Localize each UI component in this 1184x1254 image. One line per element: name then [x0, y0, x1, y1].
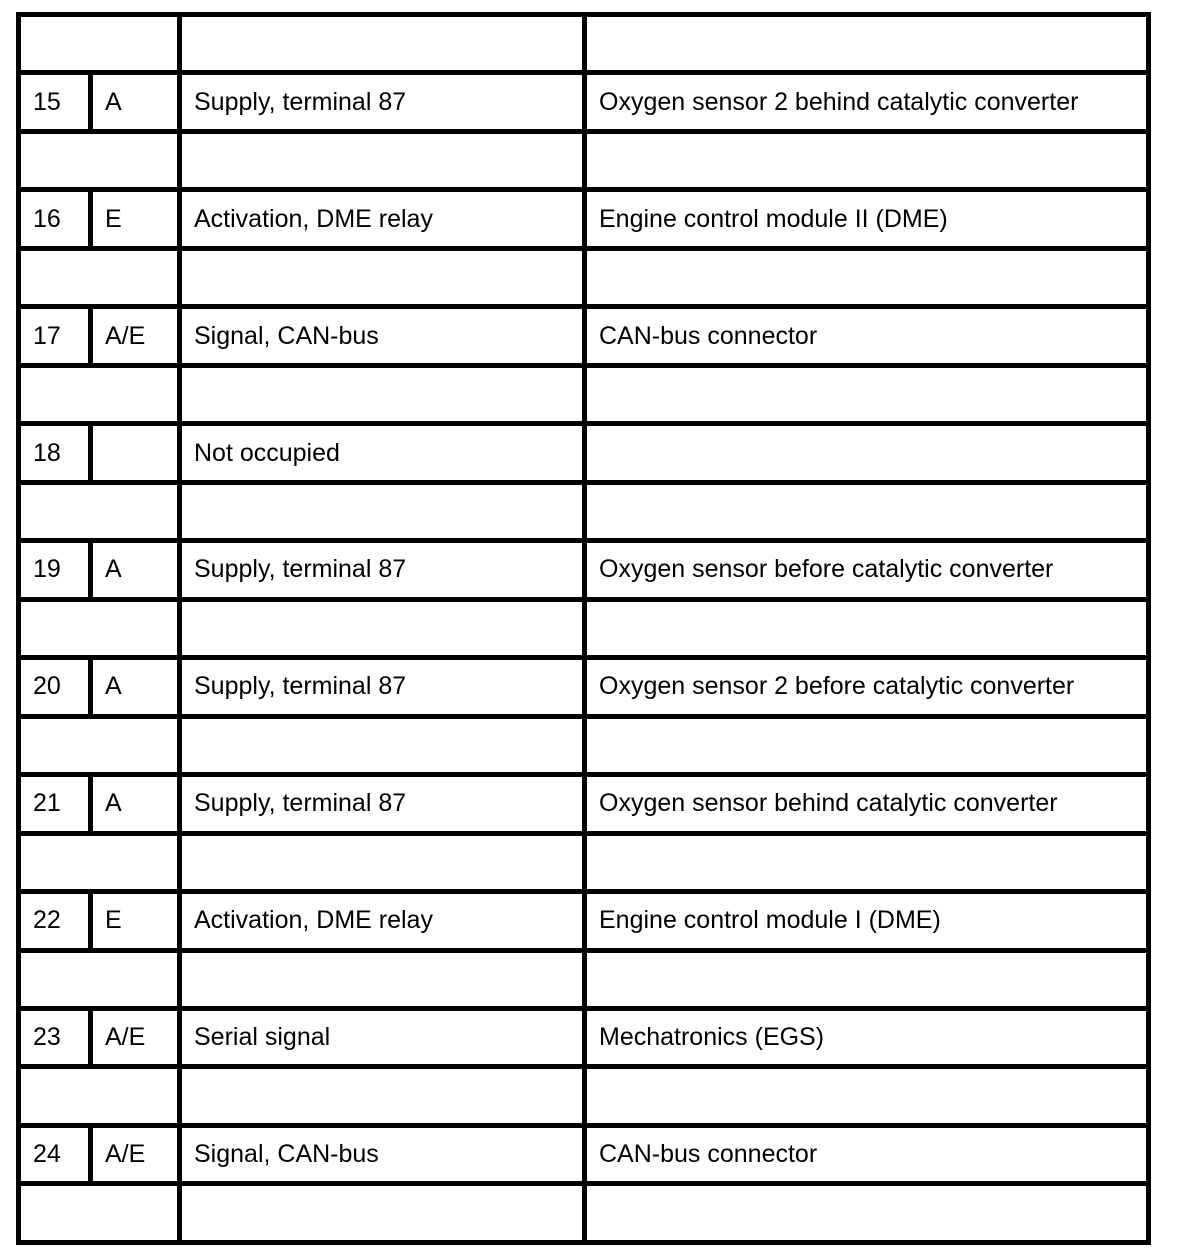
empty-cell: [180, 482, 585, 540]
spacer-row: [19, 950, 1149, 1008]
table-row: [19, 73, 1149, 131]
signal-description-cell: Not occupied: [180, 424, 585, 482]
pin-assignment-table: [16, 12, 1151, 1245]
io-type-cell: E: [91, 190, 180, 248]
signal-description-cell: Supply, terminal 87: [180, 541, 585, 599]
table-row: [19, 307, 1149, 365]
signal-description-cell: Serial signal: [180, 1008, 585, 1066]
pin-table-body: [19, 15, 1149, 1243]
spacer-row: [19, 833, 1149, 891]
io-type-cell: A/E: [91, 307, 180, 365]
table-row: [19, 1125, 1149, 1183]
empty-cell: [180, 1184, 585, 1243]
pin-number-cell: 18: [19, 424, 91, 482]
component-cell: Oxygen sensor before catalytic converter: [585, 541, 1149, 599]
empty-cell: [180, 716, 585, 774]
empty-cell: [19, 482, 180, 540]
signal-description-cell: Signal, CAN-bus: [180, 307, 585, 365]
io-type-cell: A/E: [91, 1008, 180, 1066]
empty-cell: [19, 1184, 180, 1243]
pin-number-cell: 15: [19, 73, 91, 131]
empty-cell: [585, 482, 1149, 540]
pin-number-cell: 17: [19, 307, 91, 365]
spacer-row: [19, 131, 1149, 189]
empty-cell: [180, 599, 585, 657]
component-cell: Oxygen sensor 2 behind catalytic converter: [585, 73, 1149, 131]
empty-cell: [19, 248, 180, 306]
spacer-row: [19, 365, 1149, 423]
empty-cell: [180, 248, 585, 306]
empty-cell: [585, 716, 1149, 774]
io-type-cell: A: [91, 73, 180, 131]
empty-cell: [180, 950, 585, 1008]
table-row: [19, 775, 1149, 833]
pin-number-cell: 20: [19, 658, 91, 716]
spacer-row: [19, 15, 1149, 73]
empty-cell: [585, 599, 1149, 657]
signal-description-cell: Supply, terminal 87: [180, 658, 585, 716]
spacer-row: [19, 482, 1149, 540]
component-cell: Oxygen sensor 2 before catalytic converter: [585, 658, 1149, 716]
empty-cell: [19, 15, 180, 73]
spacer-row: [19, 716, 1149, 774]
table-row: [19, 892, 1149, 950]
table-row: [19, 1008, 1149, 1066]
empty-cell: [19, 131, 180, 189]
empty-cell: [585, 365, 1149, 423]
empty-cell: [585, 15, 1149, 73]
signal-description-cell: Activation, DME relay: [180, 190, 585, 248]
component-cell: Engine control module II (DME): [585, 190, 1149, 248]
empty-cell: [180, 365, 585, 423]
empty-cell: [585, 1067, 1149, 1125]
empty-cell: [180, 15, 585, 73]
empty-cell: [585, 833, 1149, 891]
empty-cell: [180, 131, 585, 189]
table-row: [19, 658, 1149, 716]
empty-cell: [19, 950, 180, 1008]
io-type-cell: A/E: [91, 1125, 180, 1183]
pin-number-cell: 24: [19, 1125, 91, 1183]
io-type-cell: A: [91, 775, 180, 833]
pin-number-cell: 16: [19, 190, 91, 248]
empty-cell: [19, 716, 180, 774]
spacer-row: [19, 1067, 1149, 1125]
empty-cell: [19, 599, 180, 657]
io-type-cell: E: [91, 892, 180, 950]
empty-cell: [585, 1184, 1149, 1243]
io-type-cell: [91, 424, 180, 482]
empty-cell: [585, 950, 1149, 1008]
empty-cell: [19, 1067, 180, 1125]
signal-description-cell: Signal, CAN-bus: [180, 1125, 585, 1183]
empty-cell: [585, 131, 1149, 189]
component-cell: Engine control module I (DME): [585, 892, 1149, 950]
component-cell: CAN-bus connector: [585, 307, 1149, 365]
component-cell: [585, 424, 1149, 482]
spacer-row: [19, 248, 1149, 306]
pin-number-cell: 19: [19, 541, 91, 599]
pin-number-cell: 23: [19, 1008, 91, 1066]
spacer-row: [19, 599, 1149, 657]
signal-description-cell: Supply, terminal 87: [180, 73, 585, 131]
pin-number-cell: 21: [19, 775, 91, 833]
spacer-row: [19, 1184, 1149, 1243]
signal-description-cell: Activation, DME relay: [180, 892, 585, 950]
empty-cell: [19, 833, 180, 891]
io-type-cell: A: [91, 541, 180, 599]
table-row: [19, 541, 1149, 599]
pin-number-cell: 22: [19, 892, 91, 950]
io-type-cell: A: [91, 658, 180, 716]
table-row: [19, 424, 1149, 482]
empty-cell: [180, 1067, 585, 1125]
component-cell: CAN-bus connector: [585, 1125, 1149, 1183]
table-row: [19, 190, 1149, 248]
empty-cell: [180, 833, 585, 891]
empty-cell: [585, 248, 1149, 306]
component-cell: Mechatronics (EGS): [585, 1008, 1149, 1066]
signal-description-cell: Supply, terminal 87: [180, 775, 585, 833]
component-cell: Oxygen sensor behind catalytic converter: [585, 775, 1149, 833]
empty-cell: [19, 365, 180, 423]
